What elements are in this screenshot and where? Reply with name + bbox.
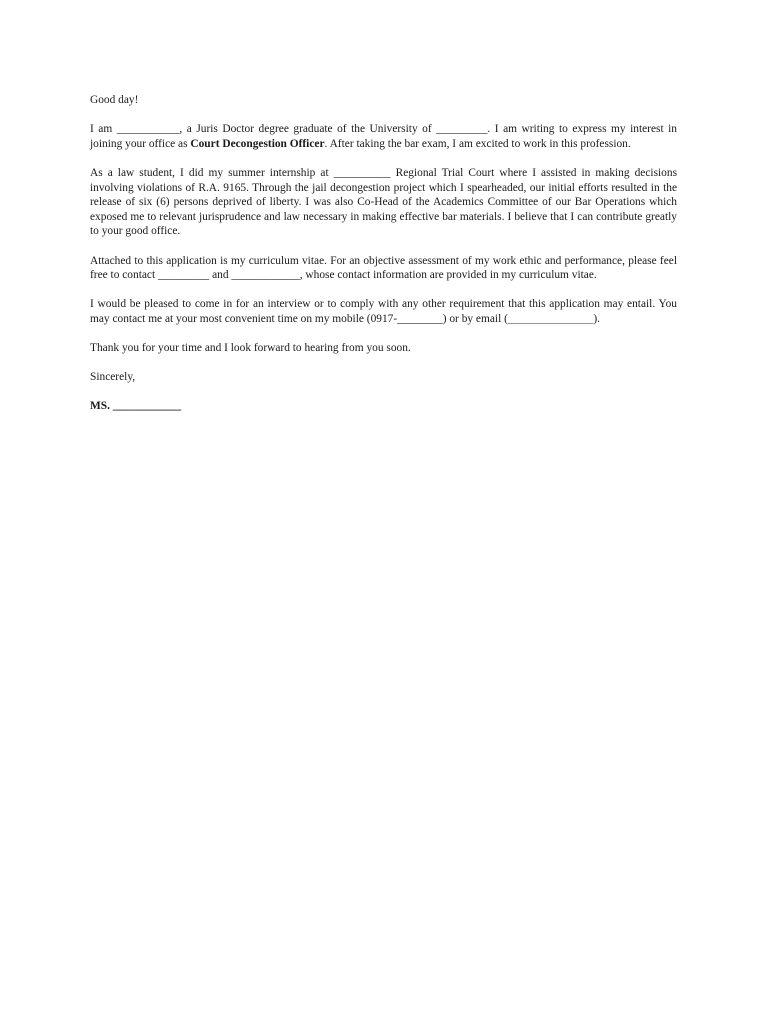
email-link[interactable]: _______________ <box>507 312 594 325</box>
letter-body <box>90 93 677 429</box>
contact-text-before: I would be pleased to come in for an interview or to comply with any other requirement that this application may entail. You may contact me at your most convenient time on my mobile (0917-________) or by email ( <box>90 298 677 325</box>
paragraph-contact <box>90 297 677 326</box>
paragraph-experience: As a law student, I did my summer internship at __________ Regional Trial Court where I assisted in making decisions involving violations of R.A. 9165. Through the jail decongestion project which I spearheaded, our initial efforts resulted in the release of six (6) persons deprived of liberty. I was also Co-Head of the Academics Committee of our Bar Operations which exposed me to relevant jurisprudence and law necessary in making effective bar materials. I believe that I can contribute greatly to your good office. <box>90 166 677 238</box>
intro-text-after: . After taking the bar exam, I am excited to work in this profession. <box>324 137 631 150</box>
intro-text-before: I am ___________, a Juris Doctor degree graduate of the University of _________. I am writing to express my interest in joining your office as <box>90 123 677 150</box>
signature: MS. ____________ <box>90 400 182 413</box>
paragraph-references: Attached to this application is my curriculum vitae. For an objective assessment of my work ethic and performance, please feel free to contact _________ and ____________, whose contact information are provided in my curriculum vitae. <box>90 254 677 282</box>
closing: Sincerely, <box>90 371 136 384</box>
paragraph-thanks: Thank you for your time and I look forward to hearing from you soon. <box>90 342 411 355</box>
position-title: Court Decongestion Officer <box>190 137 325 150</box>
contact-text-after: ). <box>593 312 600 325</box>
greeting: Good day! <box>90 94 139 106</box>
paragraph-introduction <box>90 122 677 151</box>
